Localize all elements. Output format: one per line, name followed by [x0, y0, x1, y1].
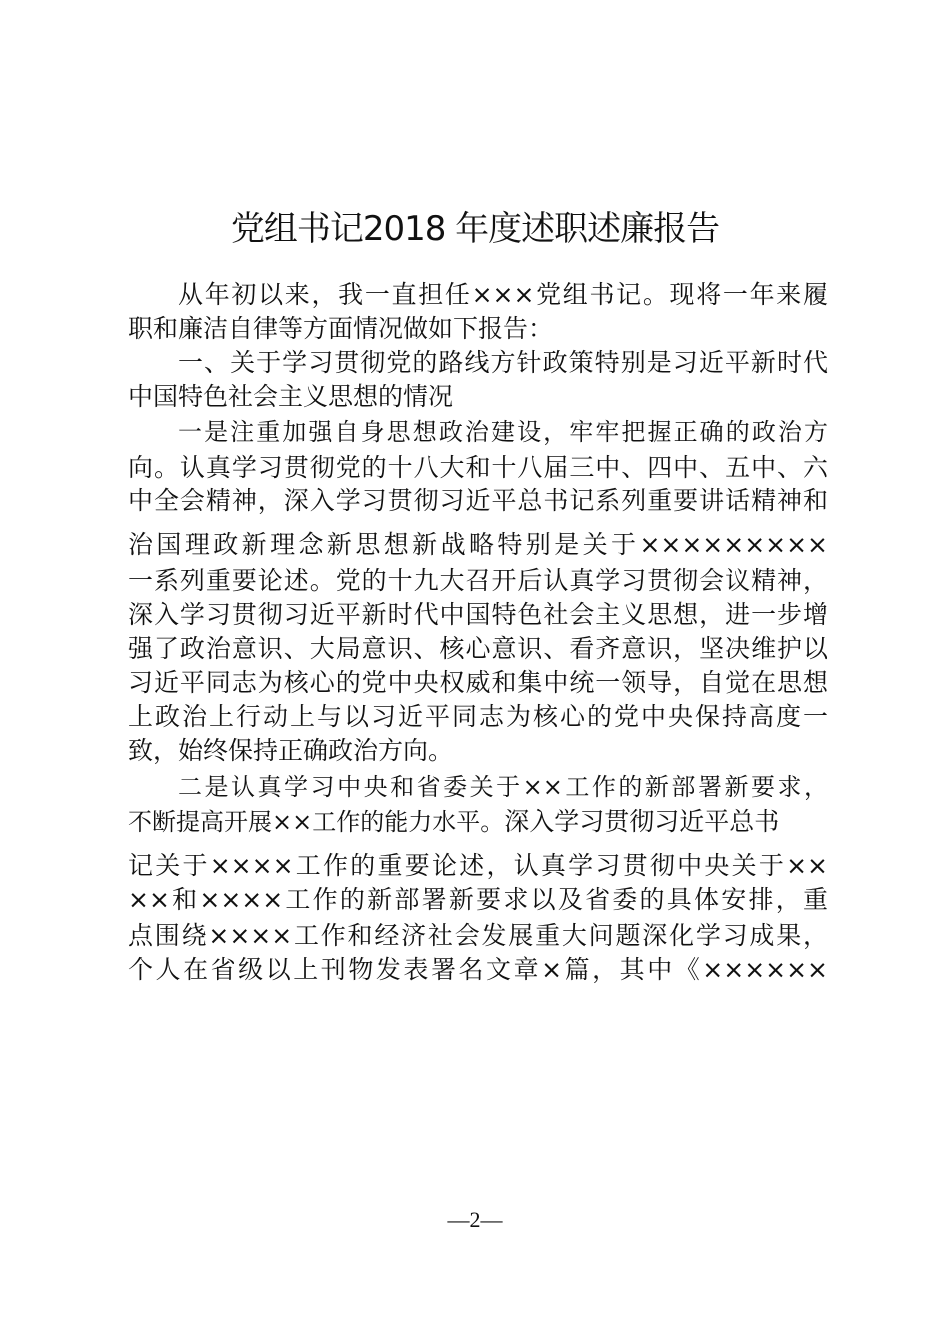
paragraph-line: 习近平同志为核心的党中央权威和集中统一领导，自觉在思想	[128, 668, 828, 697]
section-heading-line: 中国特色社会主义思想的情况	[128, 382, 454, 411]
paragraph-line: 中全会精神，深入学习贯彻习近平总书记系列重要讲话精神和	[128, 486, 828, 515]
page-number: —2—	[447, 1207, 503, 1232]
section-heading-line: 一、关于学习贯彻党的路线方针政策特别是习近平新时代	[178, 348, 828, 377]
paragraph-line: 一是注重加强自身思想政治建设，牢牢把握正确的政治方	[178, 418, 828, 446]
paragraph-line: 从年初以来，我一直担任×××党组书记。现将一年来履	[178, 280, 828, 309]
paragraph-line: 记关于××××工作的重要论述，认真学习贯彻中央关于××	[128, 851, 828, 880]
paragraph-line: 向。认真学习贯彻党的十八大和十八届三中、四中、五中、六	[128, 453, 828, 482]
subheading-text: 不断提高开展××工作的能力水平。	[128, 808, 505, 836]
paragraph-line: 上政治上行动上与以习近平同志为核心的党中央保持高度一	[128, 702, 828, 731]
paragraph-text: 深入学习贯彻习近平总书	[504, 807, 780, 836]
document-title: 党组书记2018 年度述职述廉报告	[230, 209, 720, 249]
paragraph-line: 点围绕××××工作和经济社会发展重大问题深化学习成果，	[128, 921, 828, 950]
paragraph-line: 致，始终保持正确政治方向。	[128, 736, 454, 765]
paragraph-line: 治国理政新理念新思想新战略特别是关于×××××××××	[128, 530, 828, 559]
paragraph-line: 强了政治意识、大局意识、核心意识、看齐意识，坚决维护以	[128, 634, 828, 663]
paragraph-line: 职和廉洁自律等方面情况做如下报告：	[128, 314, 554, 343]
paragraph-line: ××和××××工作的新部署新要求以及省委的具体安排，重	[128, 885, 828, 914]
paragraph-line: 深入学习贯彻习近平新时代中国特色社会主义思想，进一步增	[128, 600, 828, 629]
paragraph-line: 一系列重要论述。党的十九大召开后认真学习贯彻会议精神，	[128, 566, 828, 595]
paragraph-line: 二是认真学习中央和省委关于××工作的新部署新要求，	[178, 773, 828, 801]
paragraph-line	[128, 803, 828, 841]
paragraph-line: 个人在省级以上刊物发表署名文章×篇，其中《××××××	[128, 955, 828, 984]
